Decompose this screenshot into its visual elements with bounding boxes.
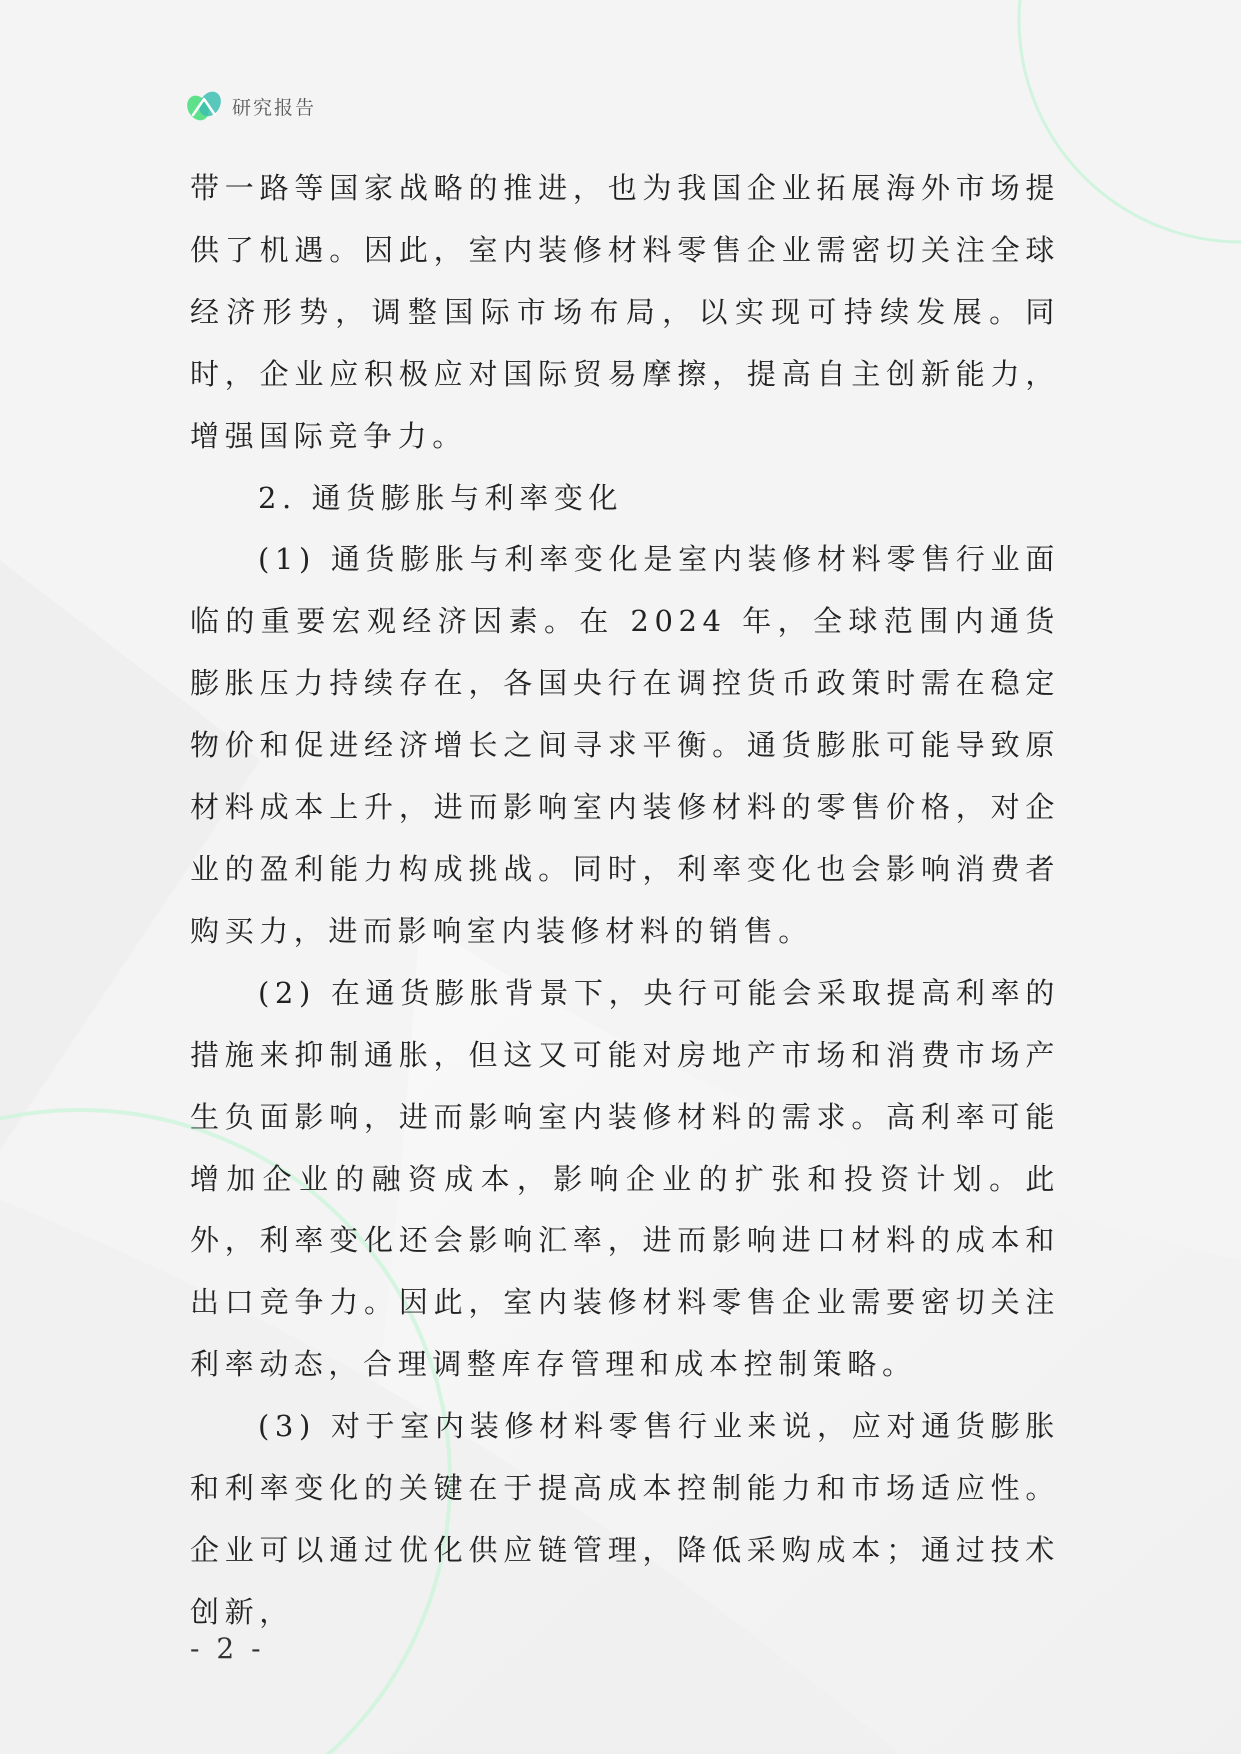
- paragraph-1: (1) 通货膨胀与利率变化是室内装修材料零售行业面临的重要宏观经济因素。在 2024 年，全球范围内通货膨胀压力持续存在，各国央行在调控货币政策时需在稳定物价和促进经济增长之间寻求平衡。通货膨胀可能导致原材料成本上升，进而影响室内装修材料的零售价格，对企业的盈利能力构成挑战。同时，利率变化也会影响消费者购买力，进而影响室内装修材料的销售。: [190, 542, 1060, 948]
- paragraph-2: (2) 在通货膨胀背景下，央行可能会采取提高利率的措施来抑制通胀，但这又可能对房地产市场和消费市场产生负面影响，进而影响室内装修材料的需求。高利率可能增加企业的融资成本，影响企业的扩张和投资计划。此外，利率变化还会影响汇率，进而影响进口材料的成本和出口竞争力。因此，室内装修材料零售企业需要密切关注利率动态，合理调整库存管理和成本控制策略。: [190, 975, 1060, 1382]
- leaf-logo-icon: [185, 89, 223, 123]
- paragraph-3: (3) 对于室内装修材料零售行业来说，应对通货膨胀和利率变化的关键在于提高成本控制能力和市场适应性。企业可以通过优化供应链管理，降低采购成本；通过技术创新，: [190, 1409, 1060, 1629]
- section-heading: 2. 通货膨胀与利率变化: [258, 480, 624, 515]
- document-body: [190, 158, 1060, 1644]
- paragraph-intro: 带一路等国家战略的推进，也为我国企业拓展海外市场提供了机遇。因此，室内装修材料零售企业需密切关注全球经济形势，调整国际市场布局，以实现可持续发展。同时，企业应积极应对国际贸易摩擦，提高自主创新能力，增强国际竞争力。: [190, 171, 1060, 453]
- header-label: 研究报告: [232, 96, 317, 119]
- header: [185, 86, 316, 126]
- page-number: - 2 -: [190, 1632, 265, 1665]
